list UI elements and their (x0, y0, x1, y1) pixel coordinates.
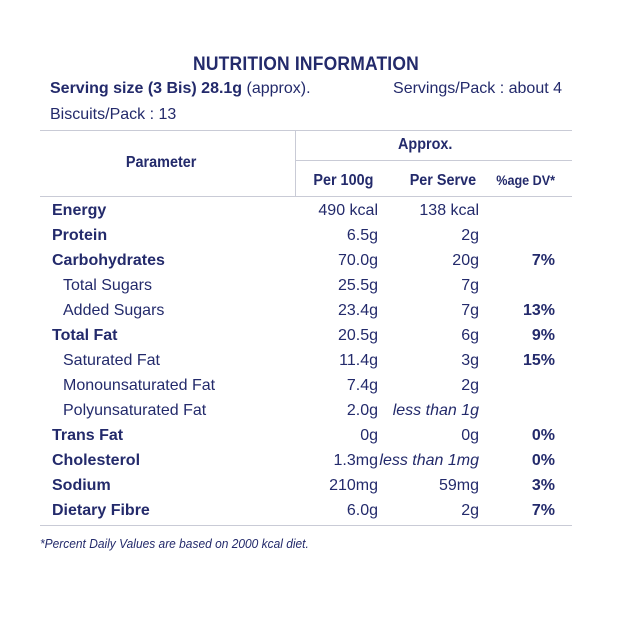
per-serve-value: less than 1mg (379, 452, 479, 469)
serving-size-label: Serving size (3 Bis) 28.1g (50, 80, 243, 97)
nutrient-row-polyunsaturated-fat (40, 398, 572, 423)
servings-per-pack: Servings/Pack : about 4 (393, 80, 562, 97)
per-100g-value: 0g (360, 427, 378, 444)
per-100g-value: 1.3mg (333, 452, 378, 469)
nutrient-row-carbohydrates (40, 248, 572, 273)
dv-value: 3% (531, 477, 555, 494)
serving-size (50, 80, 311, 98)
nutrient-row-protein (40, 223, 572, 248)
nutrient-name: Protein (52, 227, 108, 244)
per-serve-value: 7g (461, 302, 479, 319)
per-serve-value: 2g (461, 502, 479, 519)
nutrient-row-added-sugars (40, 298, 572, 323)
nutrient-name: Total Sugars (63, 277, 152, 294)
nutrient-name: Trans Fat (52, 427, 124, 444)
dv-value: 9% (531, 327, 555, 344)
header-dv: %age DV* (496, 172, 556, 188)
dv-value: 15% (522, 352, 555, 369)
column-divider (295, 130, 296, 196)
nutrient-row-trans-fat (40, 423, 572, 448)
approx-rule (295, 160, 572, 161)
table-bottom-rule (40, 525, 572, 526)
nutrient-name: Total Fat (52, 327, 118, 344)
per-100g-value: 7.4g (346, 377, 378, 394)
per-100g-value: 2.0g (346, 402, 378, 419)
dv-value: 0% (531, 427, 555, 444)
nutrient-row-energy (40, 198, 572, 223)
nutrient-row-cholesterol (40, 448, 572, 473)
biscuits-per-pack: Biscuits/Pack : 13 (50, 106, 177, 123)
nutrition-title: NUTRITION INFORMATION (193, 54, 419, 75)
dv-value: 7% (531, 502, 555, 519)
nutrient-name: Added Sugars (63, 302, 165, 319)
nutrient-name: Dietary Fibre (52, 502, 150, 519)
nutrient-row-monounsaturated-fat (40, 373, 572, 398)
per-serve-value: 59mg (438, 477, 479, 494)
per-100g-value: 490 kcal (318, 202, 378, 219)
per-serve-value: 2g (461, 377, 479, 394)
nutrient-name: Energy (52, 202, 107, 219)
nutrient-row-dietary-fibre (40, 498, 572, 523)
nutrient-name: Carbohydrates (52, 252, 165, 269)
dv-footnote: *Percent Daily Values are based on 2000 kcal diet. (40, 536, 309, 551)
per-100g-value: 70.0g (337, 252, 378, 269)
nutrient-name: Sodium (52, 477, 111, 494)
per-100g-value: 6.5g (346, 227, 378, 244)
nutrient-row-total-fat (40, 323, 572, 348)
per-100g-value: 20.5g (337, 327, 378, 344)
per-serve-value: 6g (461, 327, 479, 344)
header-per-100g: Per 100g (313, 172, 374, 189)
nutrient-name: Monounsaturated Fat (63, 377, 216, 394)
dv-value: 0% (531, 452, 555, 469)
per-serve-value: 3g (461, 352, 479, 369)
per-100g-value: 11.4g (339, 352, 378, 369)
per-100g-value: 25.5g (337, 277, 378, 294)
dv-value: 7% (531, 252, 555, 269)
per-100g-value: 23.4g (337, 302, 378, 319)
header-bottom-rule (40, 196, 572, 197)
nutrient-name: Polyunsaturated Fat (63, 402, 207, 419)
per-100g-value: 6.0g (346, 502, 378, 519)
per-serve-value: 2g (461, 227, 479, 244)
header-per-serve: Per Serve (409, 172, 477, 189)
per-serve-value: 20g (452, 252, 479, 269)
dv-value: 13% (522, 302, 555, 319)
per-serve-value: 7g (461, 277, 479, 294)
table-top-rule (40, 130, 572, 131)
header-parameter: Parameter (125, 154, 197, 171)
nutrient-row-total-sugars (40, 273, 572, 298)
nutrient-row-sodium (40, 473, 572, 498)
per-serve-value: 138 kcal (419, 202, 479, 219)
header-approx: Approx. (398, 136, 453, 153)
nutrient-name: Cholesterol (52, 452, 141, 469)
nutrient-row-saturated-fat (40, 348, 572, 373)
per-serve-value: less than 1g (392, 402, 479, 419)
serving-size-note: (approx). (246, 80, 311, 97)
nutrient-name: Saturated Fat (63, 352, 160, 369)
serving-info-row (50, 80, 562, 102)
per-serve-value: 0g (461, 427, 479, 444)
per-100g-value: 210mg (329, 477, 378, 494)
